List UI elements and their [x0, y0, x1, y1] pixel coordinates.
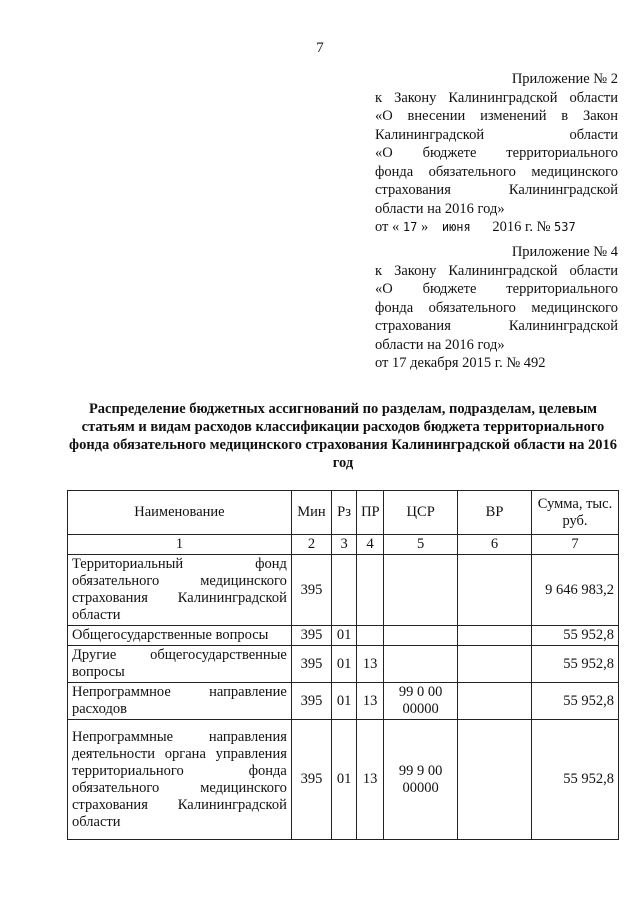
row-min: 395 — [291, 683, 331, 720]
date-day-handwritten: 17 — [402, 220, 418, 234]
appendix-2-line: страхования Калининградской — [375, 182, 618, 198]
budget-table — [67, 490, 619, 840]
row-vr — [458, 720, 532, 840]
appendix-2-date — [375, 218, 618, 237]
row-min: 395 — [291, 555, 331, 626]
row-csr — [384, 626, 458, 646]
header-sum: Сумма, тыс. руб. — [532, 491, 619, 535]
row-pr: 13 — [357, 646, 384, 683]
appendix-2-line: «О бюджете территориального — [375, 145, 618, 161]
row-name: Непрограммные направления деятельности органа управления территориального фонда обязательного медицинского страхования Калининградской области — [68, 720, 292, 840]
row-min: 395 — [291, 720, 331, 840]
row-vr — [458, 683, 532, 720]
row-pr: 13 — [357, 683, 384, 720]
column-number: 5 — [384, 535, 458, 555]
header-name: Наименование — [68, 491, 292, 535]
header-pr: ПР — [357, 491, 384, 535]
page-number: 7 — [316, 40, 324, 56]
date-prefix: от « — [375, 219, 400, 235]
row-name: Территориальный фонд обязательного медицинского страхования Калининградской области — [68, 555, 292, 626]
row-name: Другие общегосударственные вопросы — [68, 646, 292, 683]
date-mid: » — [420, 219, 429, 235]
row-vr — [458, 646, 532, 683]
row-rz: 01 — [332, 683, 357, 720]
appendix-4-title: Приложение № 4 — [511, 244, 618, 260]
row-pr — [357, 626, 384, 646]
appendix-2-line: «О внесении изменений в Закон — [375, 108, 618, 124]
table-row — [68, 683, 619, 720]
row-sum: 55 952,8 — [532, 626, 619, 646]
date-number-handwritten: 537 — [554, 220, 576, 234]
row-vr — [458, 555, 532, 626]
appendix-4-line: «О бюджете территориального — [375, 281, 618, 297]
table-row — [68, 646, 619, 683]
row-sum: 55 952,8 — [532, 683, 619, 720]
table-row — [68, 555, 619, 626]
appendix-2-line: области на 2016 год» — [375, 200, 505, 217]
appendix-4-block — [375, 243, 618, 373]
row-min: 395 — [291, 646, 331, 683]
row-rz: 01 — [332, 720, 357, 840]
column-number: 2 — [291, 535, 331, 555]
row-name: Общегосударственные вопросы — [68, 626, 292, 646]
row-sum: 55 952,8 — [532, 720, 619, 840]
table-row — [68, 626, 619, 646]
row-csr — [384, 555, 458, 626]
table-header-row — [68, 491, 619, 535]
column-number: 1 — [68, 535, 292, 555]
column-number-row — [68, 535, 619, 555]
column-number: 4 — [357, 535, 384, 555]
header-min: Мин — [291, 491, 331, 535]
header-csr: ЦСР — [384, 491, 458, 535]
document-title: Распределение бюджетных ассигнований по разделам, подразделам, целевым статьям и видам расходов классификации расходов бюджета территориального фонда обязательного медицинского страхования Калининградской области на 2016 год — [69, 401, 617, 471]
table-row — [68, 720, 619, 840]
appendix-2-line: Калининградской области — [375, 126, 618, 143]
row-pr — [357, 555, 384, 626]
column-number: 3 — [332, 535, 357, 555]
appendix-2-title: Приложение № 2 — [511, 71, 618, 87]
appendix-2-block — [375, 70, 618, 237]
date-year: 2016 г. № — [492, 219, 551, 235]
row-min: 395 — [291, 626, 331, 646]
row-csr — [384, 646, 458, 683]
row-sum: 9 646 983,2 — [532, 555, 619, 626]
appendix-4-line: от 17 декабря 2015 г. № 492 — [375, 355, 546, 371]
appendix-4-line: к Закону Калининградской области — [375, 262, 618, 279]
appendix-4-line: области на 2016 год» — [375, 336, 505, 353]
appendix-2-line: к Закону Калининградской области — [375, 89, 618, 106]
row-csr: 99 9 00 00000 — [384, 720, 458, 840]
appendix-4-line: фонда обязательного медицинского — [375, 299, 618, 316]
row-rz — [332, 555, 357, 626]
column-number: 7 — [532, 535, 619, 555]
row-csr: 99 0 00 00000 — [384, 683, 458, 720]
row-sum: 55 952,8 — [532, 646, 619, 683]
appendix-4-line: страхования Калининградской — [375, 318, 618, 334]
row-rz: 01 — [332, 646, 357, 683]
appendix-2-line: фонда обязательного медицинского — [375, 163, 618, 180]
date-month-handwritten: июня — [441, 220, 471, 234]
row-pr: 13 — [357, 720, 384, 840]
header-vr: ВР — [458, 491, 532, 535]
header-rz: Рз — [332, 491, 357, 535]
column-number: 6 — [458, 535, 532, 555]
row-name: Непрограммное направление расходов — [68, 683, 292, 720]
row-vr — [458, 626, 532, 646]
row-rz: 01 — [332, 626, 357, 646]
